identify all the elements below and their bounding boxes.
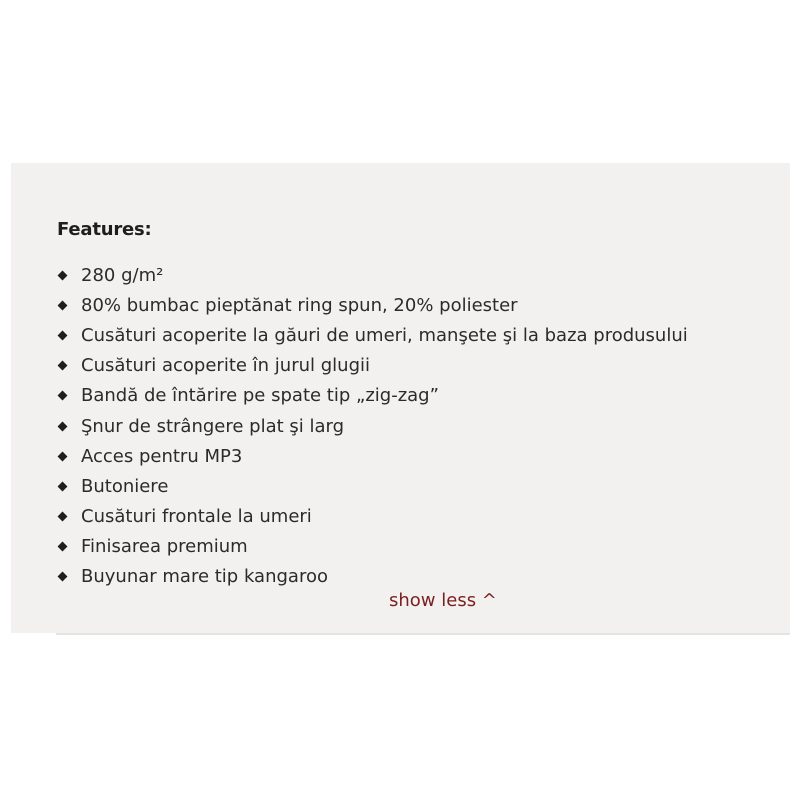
feature-text: Cusături frontale la umeri [81, 506, 312, 528]
feature-text: 80% bumbac pieptănat ring spun, 20% poliester [81, 294, 518, 316]
features-list [57, 260, 688, 592]
diamond-bullet-icon [58, 361, 68, 371]
feature-text: Şnur de strângere plat şi larg [81, 415, 345, 437]
feature-text: Cusături acoperite la găuri de umeri, manşete şi la baza produsului [81, 324, 688, 346]
list-item [57, 532, 688, 562]
list-item [57, 290, 688, 320]
features-panel [11, 163, 790, 633]
feature-text: Acces pentru MP3 [81, 445, 243, 467]
diamond-bullet-icon [58, 512, 68, 522]
diamond-bullet-icon [58, 331, 68, 341]
show-less-link[interactable]: show less ^ [389, 590, 497, 611]
list-item [57, 381, 688, 411]
diamond-bullet-icon [58, 572, 68, 582]
feature-text: Cusături acoperite în jurul glugii [81, 355, 371, 377]
feature-text: Butoniere [81, 475, 169, 497]
list-item [57, 411, 688, 441]
list-item [57, 471, 688, 501]
list-item [57, 320, 688, 350]
feature-text: Bandă de întărire pe spate tip „zig-zag” [81, 385, 439, 407]
list-item [57, 260, 688, 290]
diamond-bullet-icon [58, 300, 68, 310]
diamond-bullet-icon [58, 451, 68, 461]
feature-text: 280 g/m² [81, 264, 164, 286]
diamond-bullet-icon [58, 270, 68, 280]
list-item [57, 562, 688, 592]
list-item [57, 351, 688, 381]
list-item [57, 441, 688, 471]
diamond-bullet-icon [58, 481, 68, 491]
features-heading: Features: [57, 219, 152, 240]
diamond-bullet-icon [58, 542, 68, 552]
feature-text: Finisarea premium [81, 536, 248, 558]
feature-text: Buyunar mare tip kangaroo [81, 566, 328, 588]
diamond-bullet-icon [58, 421, 68, 431]
diamond-bullet-icon [58, 391, 68, 401]
list-item [57, 502, 688, 532]
